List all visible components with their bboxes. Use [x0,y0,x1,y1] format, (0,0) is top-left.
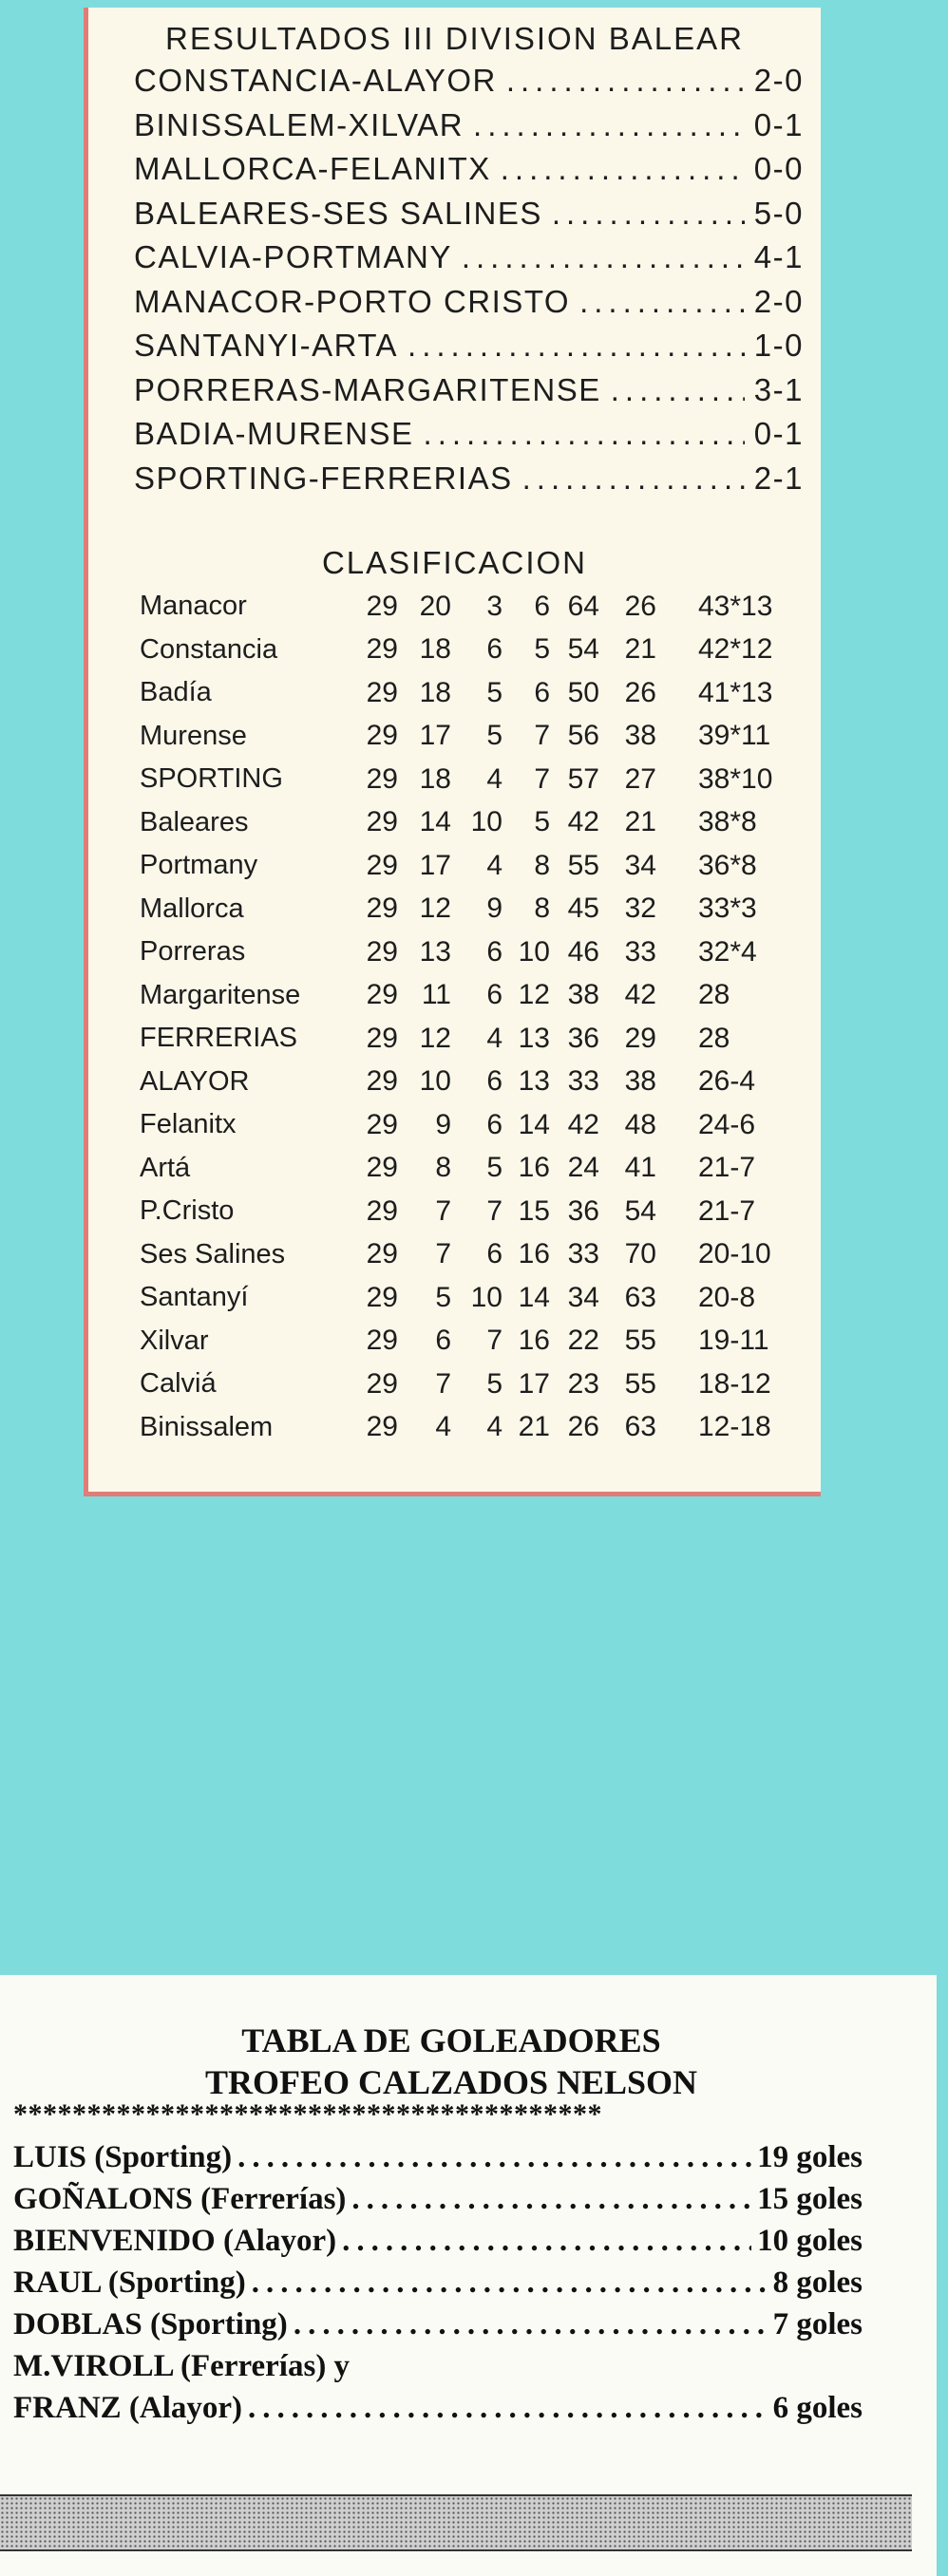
goals-for: 23 [567,1367,599,1400]
scorer-name: DOBLAS (Sporting) [13,2307,288,2341]
played: 29 [366,633,398,666]
stars-divider: **************************************** [13,2098,602,2130]
standings-row [140,1233,824,1277]
team-name: Baleares [140,806,249,837]
won: 7 [435,1194,451,1227]
scorer-name: RAUL (Sporting) [13,2266,246,2300]
result-match: SANTANYI-ARTA [134,328,399,363]
goals-against: 26 [624,676,656,708]
results-title: RESULTADOS III DIVISION BALEAR [165,21,744,56]
won: 5 [435,1281,451,1313]
goals-against: 55 [624,1325,656,1357]
results-list [134,63,804,504]
standings-row [140,1103,824,1147]
lost: 21 [518,1411,550,1443]
drawn: 5 [486,1152,502,1184]
lost: 14 [518,1108,550,1140]
standings-row [140,1061,824,1104]
dot-leader [462,239,745,275]
result-row [134,328,804,372]
goals-against: 63 [624,1281,656,1313]
won: 9 [435,1108,451,1140]
team-name: Xilvar [140,1325,209,1356]
standings-body [140,585,824,1449]
scorers-clipping [0,1975,937,2576]
scorers-title: TABLA DE GOLEADORES [241,2021,661,2059]
points: 42*12 [698,633,773,666]
scorer-row [13,2182,863,2224]
lost: 6 [534,676,550,708]
points: 20-10 [698,1238,771,1270]
goals-for: 33 [567,1238,599,1270]
lost: 16 [518,1238,550,1270]
result-score: 1-0 [753,328,804,363]
points: 41*13 [698,676,773,708]
result-row [134,107,804,152]
standings-table [140,585,824,1449]
scorer-goals: 19 goles [757,2140,863,2174]
goals-against: 29 [624,1022,656,1054]
drawn: 3 [486,590,502,622]
result-row [134,196,804,240]
team-name: Porreras [140,936,246,968]
goals-for: 45 [567,893,599,925]
result-score: 0-1 [753,416,804,451]
team-name: FERRERIAS [140,1023,297,1054]
dot-leader [237,2140,751,2175]
points: 33*3 [698,893,757,925]
standings-row [140,1276,824,1320]
points: 21-7 [698,1194,756,1227]
drawn: 6 [486,633,502,666]
team-name: Mallorca [140,893,244,924]
team-name: Murense [140,720,247,751]
goals-for: 36 [567,1194,599,1227]
result-match: BADIA-MURENSE [134,416,414,451]
played: 29 [366,1194,398,1227]
dot-leader [294,2307,768,2342]
standings-row [140,1406,824,1450]
lost: 13 [518,1065,550,1098]
scorer-name: FRANZ (Alayor) [13,2391,243,2425]
won: 17 [419,720,451,752]
won: 12 [419,893,451,925]
goals-for: 33 [567,1065,599,1098]
lost: 6 [534,590,550,622]
played: 29 [366,762,398,795]
lost: 17 [518,1367,550,1400]
played: 29 [366,676,398,708]
played: 29 [366,1411,398,1443]
goals-against: 32 [624,893,656,925]
standings-title: CLASIFICACION [321,545,588,580]
points: 19-11 [698,1325,769,1357]
standings-row [140,758,824,801]
played: 29 [366,806,398,838]
lost: 13 [518,1022,550,1054]
goals-against: 27 [624,762,656,795]
result-score: 0-1 [753,106,804,142]
scorer-name: M.VIROLL (Ferrerías) y [13,2349,351,2383]
lost: 15 [518,1194,550,1227]
standings-row [140,585,824,629]
goals-against: 33 [624,935,656,968]
scorers-list [13,2140,863,2433]
drawn: 7 [486,1194,502,1227]
result-score: 2-0 [753,63,804,98]
won: 18 [419,676,451,708]
goals-for: 34 [567,1281,599,1313]
won: 13 [419,935,451,968]
standings-row [140,974,824,1018]
drawn: 9 [486,893,502,925]
scorer-row [13,2307,863,2349]
standings-row [140,931,824,974]
goals-against: 26 [624,590,656,622]
played: 29 [366,1108,398,1140]
standings-row [140,844,824,888]
standings-row [140,888,824,931]
scorer-goals: 8 goles [772,2266,863,2300]
scorer-name: BIENVENIDO (Alayor) [13,2224,337,2258]
won: 17 [419,849,451,881]
lost: 14 [518,1281,550,1313]
lost: 7 [534,762,550,795]
played: 29 [366,1367,398,1400]
team-name: Portmany [140,850,258,881]
goals-against: 38 [624,720,656,752]
won: 20 [419,590,451,622]
scorer-name: GOÑALONS (Ferrerías) [13,2182,347,2216]
goals-against: 42 [624,979,656,1011]
result-row [134,416,804,461]
team-name: Binissalem [140,1411,274,1442]
played: 29 [366,590,398,622]
drawn: 4 [486,762,502,795]
lost: 8 [534,849,550,881]
dot-leader [552,196,745,232]
points: 36*8 [698,849,757,881]
goals-against: 54 [624,1194,656,1227]
team-name: Manacor [140,591,247,622]
scorer-goals: 6 goles [772,2391,863,2425]
hatched-rule [0,2494,912,2551]
won: 12 [419,1022,451,1054]
team-name: Ses Salines [140,1238,286,1269]
points: 38*10 [698,762,773,795]
goals-for: 55 [567,849,599,881]
goals-against: 21 [624,806,656,838]
result-score: 4-1 [753,239,804,274]
lost: 5 [534,633,550,666]
goals-for: 22 [567,1325,599,1357]
won: 7 [435,1367,451,1400]
lost: 16 [518,1325,550,1357]
goals-against: 63 [624,1411,656,1443]
points: 26-4 [698,1065,756,1098]
played: 29 [366,1325,398,1357]
points: 28 [698,1022,730,1054]
drawn: 5 [486,720,502,752]
won: 18 [419,762,451,795]
played: 29 [366,893,398,925]
won: 10 [419,1065,451,1098]
points: 20-8 [698,1281,756,1313]
points: 28 [698,979,730,1011]
points: 39*11 [698,720,771,752]
goals-for: 42 [567,806,599,838]
lost: 12 [518,979,550,1011]
scorer-goals: 10 goles [757,2224,863,2258]
result-match: BINISSALEM-XILVAR [134,106,465,142]
result-match: PORRERAS-MARGARITENSE [134,371,601,407]
drawn: 4 [486,1411,502,1443]
lost: 16 [518,1152,550,1184]
drawn: 6 [486,935,502,968]
goals-for: 46 [567,935,599,968]
goals-for: 50 [567,676,599,708]
goals-against: 55 [624,1367,656,1400]
result-score: 3-1 [753,371,804,407]
dot-leader [473,107,745,143]
result-row [134,151,804,196]
played: 29 [366,1238,398,1270]
result-row [134,461,804,505]
drawn: 6 [486,1108,502,1140]
scorer-row [13,2391,863,2433]
result-match: CALVIA-PORTMANY [134,239,452,274]
scorer-name: LUIS (Sporting) [13,2140,233,2174]
goals-against: 38 [624,1065,656,1098]
drawn: 6 [486,1238,502,1270]
dot-leader [579,284,745,320]
team-name: Constancia [140,633,278,665]
result-match: MALLORCA-FELANITX [134,151,491,186]
scorer-goals: 7 goles [772,2307,863,2341]
result-match: CONSTANCIA-ALAYOR [134,63,497,98]
goals-against: 70 [624,1238,656,1270]
goals-against: 34 [624,849,656,881]
dot-leader [252,2266,768,2301]
goals-for: 56 [567,720,599,752]
drawn: 10 [470,1281,502,1313]
drawn: 6 [486,979,502,1011]
won: 4 [435,1411,451,1443]
played: 29 [366,979,398,1011]
goals-for: 36 [567,1022,599,1054]
points: 21-7 [698,1152,756,1184]
result-match: SPORTING-FERRERIAS [134,460,513,496]
result-row [134,284,804,329]
result-row [134,239,804,284]
result-match: MANACOR-PORTO CRISTO [134,283,571,319]
drawn: 10 [470,806,502,838]
result-row [134,372,804,417]
dot-leader [351,2182,751,2217]
won: 11 [421,979,451,1011]
standings-row [140,1190,824,1233]
team-name: Badía [140,677,212,708]
points: 24-6 [698,1108,756,1140]
played: 29 [366,935,398,968]
lost: 7 [534,720,550,752]
played: 29 [366,1152,398,1184]
goals-for: 42 [567,1108,599,1140]
standings-row [140,715,824,759]
played: 29 [366,720,398,752]
scorer-row [13,2266,863,2307]
dot-leader [408,328,745,364]
team-name: SPORTING [140,763,283,795]
won: 6 [435,1325,451,1357]
team-name: Santanyí [140,1282,249,1313]
scorer-row [13,2224,863,2266]
goals-against: 21 [624,633,656,666]
dot-leader [342,2224,751,2259]
played: 29 [366,849,398,881]
result-score: 2-0 [753,283,804,319]
standings-row [140,1017,824,1061]
results-clipping [84,8,821,1496]
goals-for: 26 [567,1411,599,1443]
lost: 5 [534,806,550,838]
points: 18-12 [698,1367,771,1400]
played: 29 [366,1022,398,1054]
standings-row [140,1320,824,1363]
goals-for: 57 [567,762,599,795]
goals-for: 38 [567,979,599,1011]
won: 18 [419,633,451,666]
scorers-subtitle: TROFEO CALZADOS NELSON [204,2063,698,2101]
standings-row [140,1147,824,1191]
won: 7 [435,1238,451,1270]
result-score: 5-0 [753,195,804,231]
scorer-row [13,2140,863,2182]
drawn: 4 [486,1022,502,1054]
standings-row [140,671,824,715]
drawn: 6 [486,1065,502,1098]
goals-against: 48 [624,1108,656,1140]
won: 14 [419,806,451,838]
result-match: BALEARES-SES SALINES [134,195,542,231]
dot-leader [248,2391,768,2426]
team-name: Margaritense [140,979,301,1010]
team-name: ALAYOR [140,1065,250,1097]
points: 12-18 [698,1411,771,1443]
team-name: Felanitx [140,1109,237,1140]
goals-for: 24 [567,1152,599,1184]
goals-for: 54 [567,633,599,666]
goals-for: 64 [567,590,599,622]
played: 29 [366,1281,398,1313]
team-name: Artá [140,1152,191,1183]
goals-against: 41 [624,1152,656,1184]
scorer-goals: 15 goles [757,2182,863,2216]
points: 32*4 [698,935,757,968]
dot-leader [424,416,745,452]
points: 43*13 [698,590,773,622]
lost: 10 [518,935,550,968]
drawn: 5 [486,1367,502,1400]
drawn: 4 [486,849,502,881]
team-name: P.Cristo [140,1195,235,1227]
standings-row [140,801,824,845]
standings-row [140,1363,824,1406]
dot-leader [506,63,745,99]
result-row [134,63,804,107]
dot-leader [611,372,745,408]
lost: 8 [534,893,550,925]
scorer-row [13,2349,863,2391]
drawn: 7 [486,1325,502,1357]
points: 38*8 [698,806,757,838]
result-score: 0-0 [753,151,804,186]
dot-leader [522,461,745,497]
dot-leader [501,151,745,187]
standings-row [140,629,824,672]
result-score: 2-1 [753,460,804,496]
drawn: 5 [486,676,502,708]
played: 29 [366,1065,398,1098]
team-name: Calviá [140,1368,217,1400]
won: 8 [435,1152,451,1184]
